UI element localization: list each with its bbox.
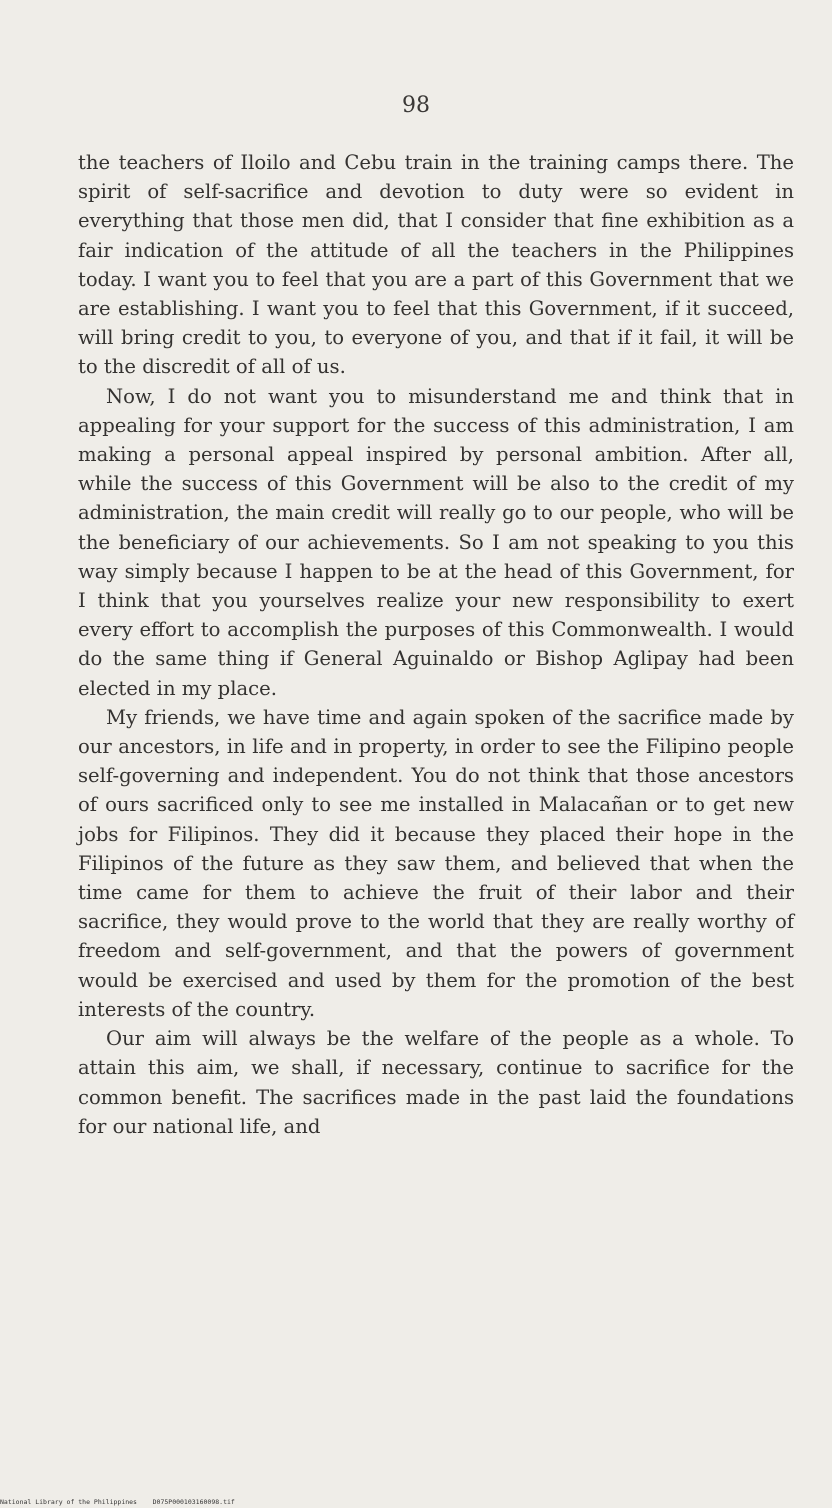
body-text <box>78 148 794 1141</box>
paragraph-3: My friends, we have time and again spoken of the sacrifice made by our ancestors, in life and in property, in order to see the Filipino people self-governing and independent. You do not think that those ancestors of ours sacrificed only to see me installed in Malacañan or to get new jobs for Filipinos. They did it because they placed their hope in the Filipinos of the future as they saw them, and believed that when the time came for them to achieve the fruit of their labor and their sacrifice, they would prove to the world that they are really worthy of freedom and self-government, and that the powers of government would be exercised and used by them for the promotion of the best interests of the country. <box>78 705 794 1021</box>
footer-file: D075P000103160098.tif <box>152 1498 235 1506</box>
paragraph-1: the teachers of Iloilo and Cebu train in the training camps there. The spirit of self-sacrifice and devotion to duty were so evident in everything that those men did, that I consider that fine exhibition as a fair indication of the attitude of all the teachers in the Philippines today. I want you to feel that you are a part of this Government that we are establishing. I want you to feel that this Government, if it succeed, will bring credit to you, to everyone of you, and that if it fail, it will be to the discredit of all of us. <box>78 151 794 379</box>
page-number: 98 <box>402 93 430 118</box>
footer-library: National Library of the Philippines <box>0 1498 137 1506</box>
paragraph-2: Now, I do not want you to misunderstand me and think that in appealing for your support for the success of this administration, I am making a personal appeal inspired by personal ambition. After all, while the success of this Government will be also to the credit of my administration, the main credit will really go to our people, who will be the beneficiary of our achievements. So I am not speaking to you this way simply because I happen to be at the head of this Government, for I think that you yourselves realize your new responsibility to exert every effort to accomplish the purposes of this Commonwealth. I would do the same thing if General Aguinaldo or Bishop Aglipay had been elected in my place. <box>78 384 794 700</box>
paragraph-4: Our aim will always be the welfare of the people as a whole. To attain this aim, we shall, if necessary, continue to sacrifice for the common benefit. The sacrifices made in the past laid the foundations for our national life, and <box>78 1027 794 1138</box>
scan-footer <box>0 1498 235 1506</box>
